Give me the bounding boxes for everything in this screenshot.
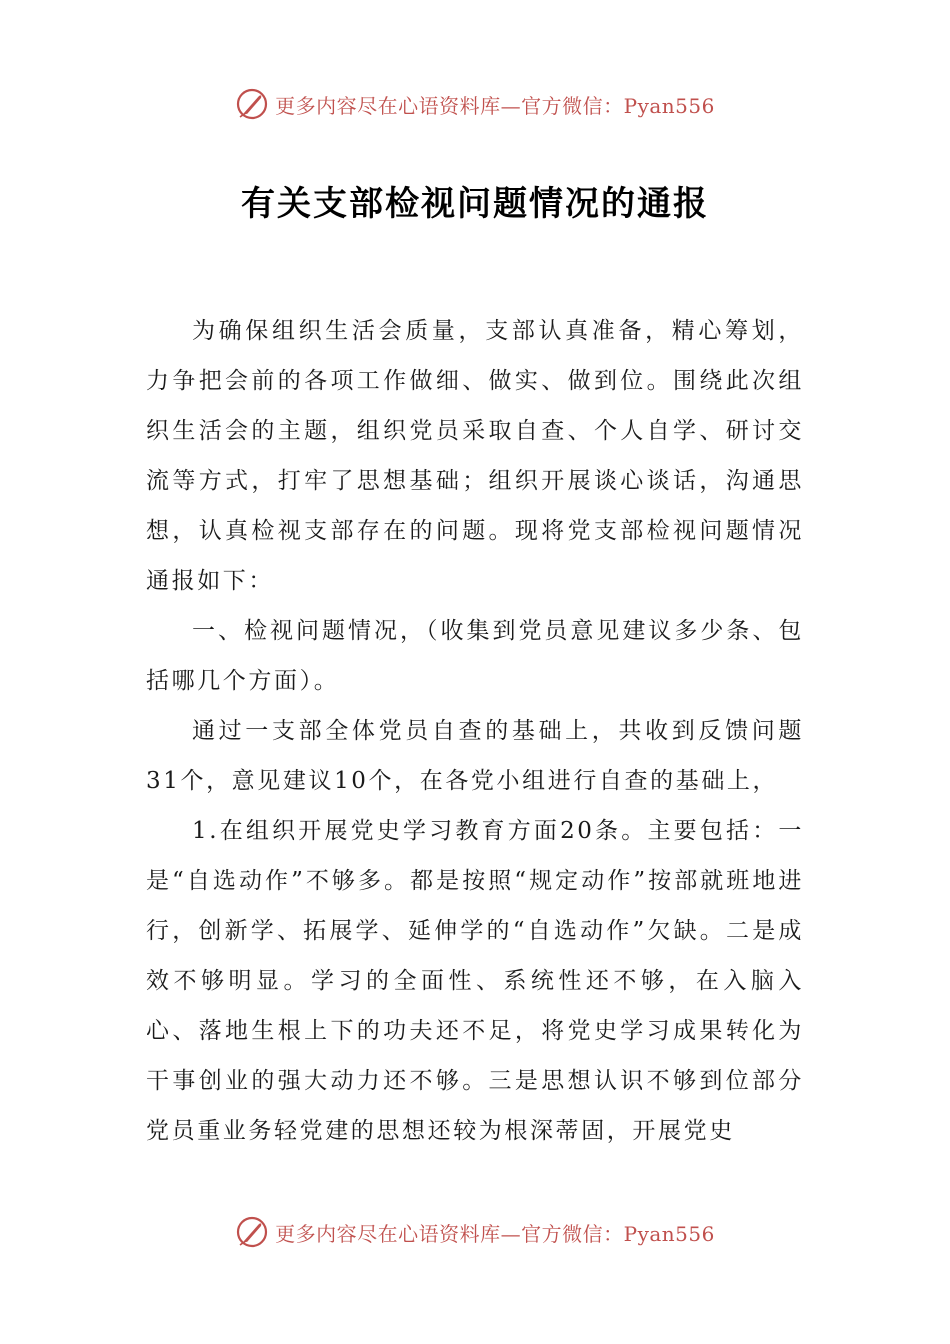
quill-pen-logo-icon bbox=[235, 1215, 269, 1249]
quill-pen-logo-icon bbox=[235, 87, 269, 121]
footer-banner bbox=[0, 1212, 950, 1252]
paragraph-summary: 通过一支部全体党员自查的基础上，共收到反馈问题31个，意见建议10个，在各党小组进行自查的基础上， bbox=[146, 718, 804, 794]
document-body bbox=[146, 306, 804, 1156]
document-title: 有关支部检视问题情况的通报 bbox=[241, 184, 709, 224]
paragraph-intro: 为确保组织生活会质量，支部认真准备，精心筹划，力争把会前的各项工作做细、做实、做到位。围绕此次组织生活会的主题，组织党员采取自查、个人自学、研讨交流等方式，打牢了思想基础；组织开展谈心谈话，沟通思想，认真检视支部存在的问题。现将党支部检视问题情况通报如下： bbox=[146, 318, 804, 594]
footer-banner-text: 更多内容尽在心语资料库—官方微信：Pyan556 bbox=[275, 1221, 715, 1246]
header-banner bbox=[0, 84, 950, 124]
paragraph-item-1: 1.在组织开展党史学习教育方面20条。主要包括：一是“自选动作”不够多。都是按照“规定动作”按部就班地进行，创新学、拓展学、延伸学的“自选动作”欠缺。二是成效不够明显。学习的全面性、系统性还不够，在入脑入心、落地生根上下的功夫还不足，将党史学习成果转化为干事创业的强大动力还不够。三是思想认识不够到位部分党员重业务轻党建的思想还较为根深蒂固，开展党史 bbox=[146, 818, 804, 1144]
header-banner-text: 更多内容尽在心语资料库—官方微信：Pyan556 bbox=[275, 93, 715, 118]
paragraph-section-heading: 一、检视问题情况，（收集到党员意见建议多少条、包括哪几个方面）。 bbox=[146, 618, 804, 694]
